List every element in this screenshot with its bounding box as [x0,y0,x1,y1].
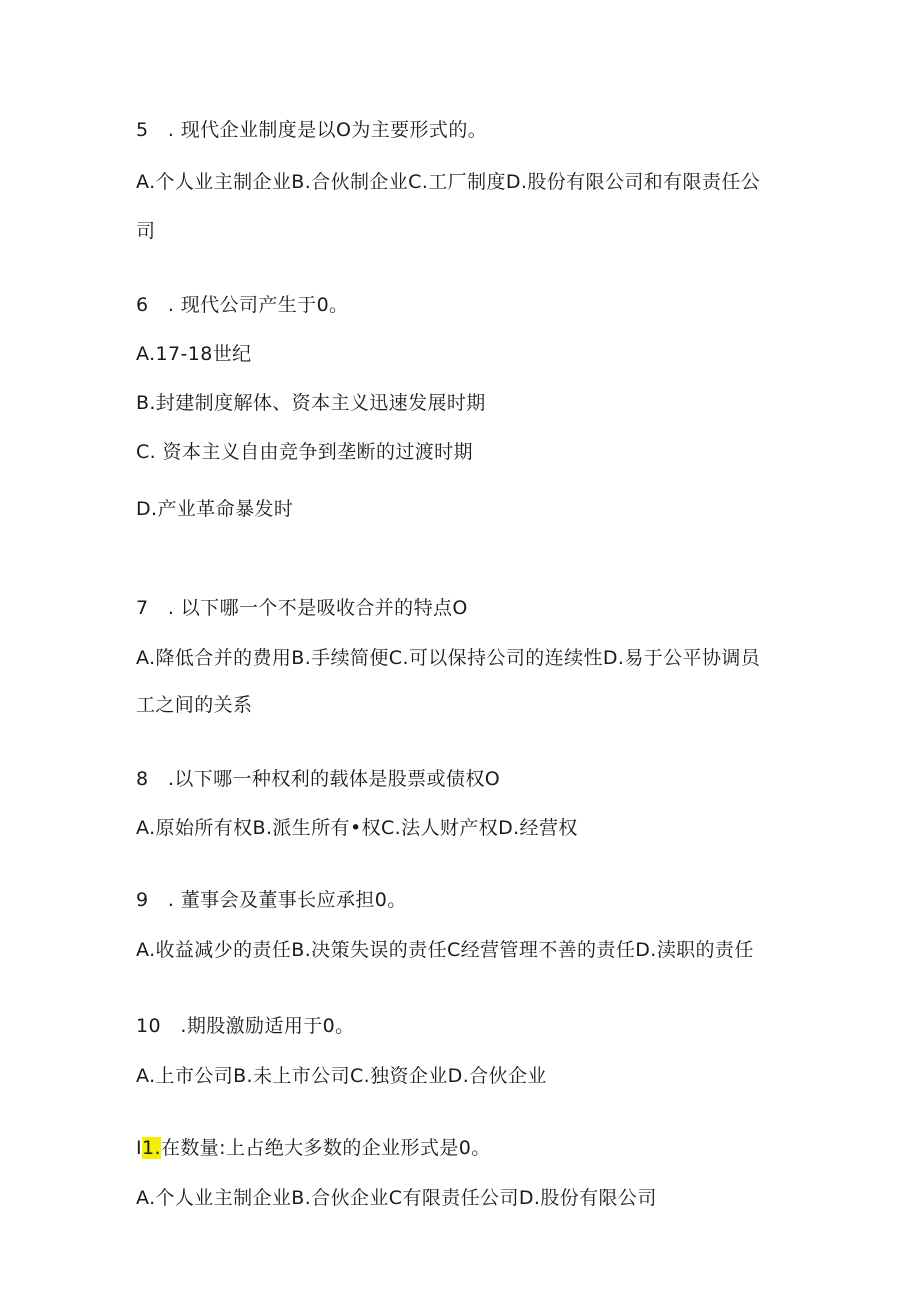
question-11-options: A.个人业主制企业B.合伙企业C有限责任公司D.股份有限公司 [136,1187,657,1209]
question-8-options: A.原始所有权B.派生所有•权C.法人财产权D.经营权 [136,817,578,839]
question-6-option-d: D.产业革命暴发时 [136,498,294,520]
question-7-options: A.降低合并的费用B.手续简便C.可以保持公司的连续性D.易于公平协调员 [136,647,761,669]
question-6-stem: 6 . 现代公司产生于0。 [136,294,349,316]
question-5-stem: 5 . 现代企业制度是以O为主要形式的。 [136,119,488,141]
question-7-options-continued: 工之间的关系 [136,694,253,716]
question-11-stem-text: 在数量:上占绝大多数的企业形式是0。 [160,1137,491,1159]
question-7-stem: 7 . 以下哪一个不是吸收合并的特点O [136,597,468,619]
question-9-stem: 9 . 董事会及董事长应承担0。 [136,889,407,911]
question-6-option-b: B.封建制度解体、资本主义迅速发展时期 [136,392,486,414]
question-10-options: A.上市公司B.未上市公司C.独资企业D.合伙企业 [136,1065,547,1087]
question-5-options-continued: 司 [136,220,156,242]
question-6-option-c: C. 资本主义自由竞争到垄断的过渡时期 [136,441,473,463]
highlighted-number: 1. [142,1137,161,1159]
question-6-option-a: A.17-18世纪 [136,343,252,365]
question-11-number-prefix: I [136,1137,143,1159]
question-11-stem [136,1136,491,1160]
question-5-options: A.个人业主制企业B.合伙制企业C.工厂制度D.股份有限公司和有限责任公 [136,171,761,193]
question-8-stem: 8 .以下哪一种权利的载体是股票或债权O [136,768,501,790]
question-10-stem: 10 .期股激励适用于0。 [136,1015,355,1037]
question-9-options: A.收益减少的责任B.决策失误的责任C经营管理不善的责任D.渎职的责任 [136,939,754,961]
